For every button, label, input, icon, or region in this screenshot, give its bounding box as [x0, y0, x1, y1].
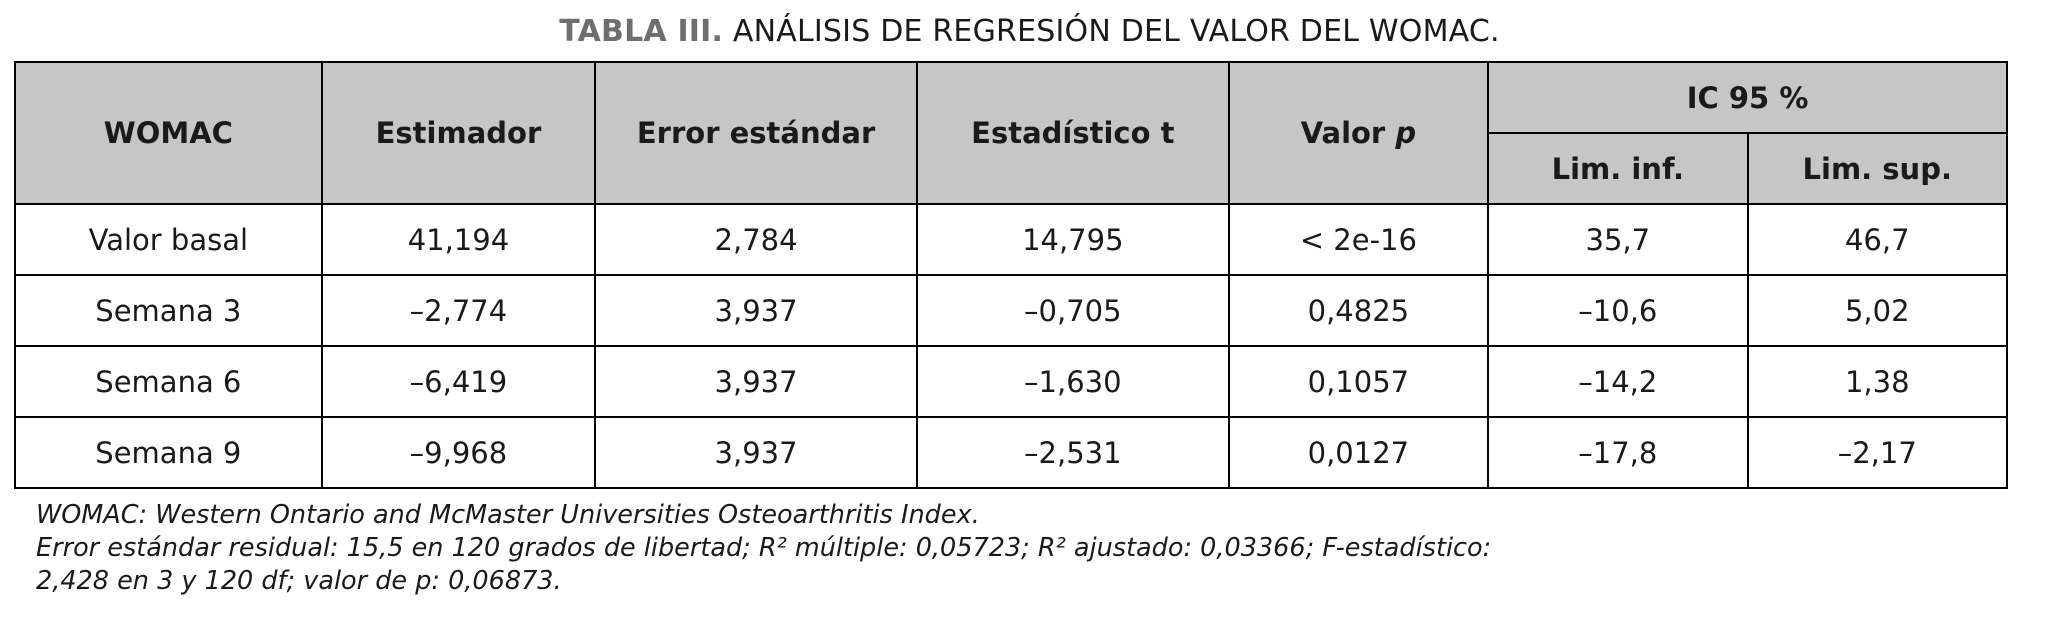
footnote-statistics-line2: 2,428 en 3 y 120 df; valor de p: 0,06873.	[36, 566, 562, 597]
p-value-symbol: p	[1395, 116, 1417, 150]
column-header-p-value	[1229, 62, 1488, 204]
table-row	[15, 204, 2007, 275]
cell-t-stat: –0,705	[917, 275, 1229, 346]
footnote-abbreviation: WOMAC: Western Ontario and McMaster Universities Osteoarthritis Index.	[36, 500, 980, 530]
table-body	[15, 204, 2007, 488]
p-value-label: Valor	[1300, 116, 1396, 150]
cell-ci-upper: 5,02	[1748, 275, 2007, 346]
cell-estimator: –9,968	[322, 417, 596, 488]
column-header-t-stat: Estadístico t	[917, 62, 1229, 204]
cell-std-error: 3,937	[595, 417, 917, 488]
table-row	[15, 346, 2007, 417]
cell-std-error: 2,784	[595, 204, 917, 275]
cell-ci-upper: 1,38	[1748, 346, 2007, 417]
regression-table	[14, 61, 2008, 489]
cell-t-stat: –1,630	[917, 346, 1229, 417]
column-header-std-error: Error estándar	[595, 62, 917, 204]
cell-ci-lower: 35,7	[1488, 204, 1747, 275]
cell-t-stat: –2,531	[917, 417, 1229, 488]
row-label: Semana 3	[15, 275, 322, 346]
cell-std-error: 3,937	[595, 346, 917, 417]
cell-ci-lower: –10,6	[1488, 275, 1747, 346]
table-caption-text: ANÁLISIS DE REGRESIÓN DEL VALOR DEL WOMAC.	[723, 14, 1500, 49]
cell-estimator: –2,774	[322, 275, 596, 346]
cell-std-error: 3,937	[595, 275, 917, 346]
cell-p-value: 0,4825	[1229, 275, 1488, 346]
column-header-womac: WOMAC	[15, 62, 322, 204]
column-header-ci-group: IC 95 %	[1488, 62, 2007, 133]
cell-ci-upper: 46,7	[1748, 204, 2007, 275]
table-row	[15, 275, 2007, 346]
table-footnotes	[36, 499, 2026, 598]
table-header	[15, 62, 2007, 204]
column-header-ci-upper: Lim. sup.	[1748, 133, 2007, 204]
column-header-ci-lower: Lim. inf.	[1488, 133, 1747, 204]
column-header-estimator: Estimador	[322, 62, 596, 204]
cell-ci-upper: –2,17	[1748, 417, 2007, 488]
row-label: Semana 9	[15, 417, 322, 488]
cell-ci-lower: –14,2	[1488, 346, 1747, 417]
table-header-row-1	[15, 62, 2007, 133]
footnote-statistics-line1: Error estándar residual: 15,5 en 120 grados de libertad; R² múltiple: 0,05723; R² ajustado: 0,03366; F-estadístico:	[36, 533, 1492, 564]
row-label: Semana 6	[15, 346, 322, 417]
table-row	[15, 417, 2007, 488]
cell-p-value: 0,0127	[1229, 417, 1488, 488]
row-label: Valor basal	[15, 204, 322, 275]
table-caption-label: TABLA III.	[559, 14, 724, 49]
table-caption	[0, 0, 2059, 61]
cell-p-value: < 2e-16	[1229, 204, 1488, 275]
cell-ci-lower: –17,8	[1488, 417, 1747, 488]
cell-estimator: 41,194	[322, 204, 596, 275]
cell-p-value: 0,1057	[1229, 346, 1488, 417]
cell-estimator: –6,419	[322, 346, 596, 417]
cell-t-stat: 14,795	[917, 204, 1229, 275]
